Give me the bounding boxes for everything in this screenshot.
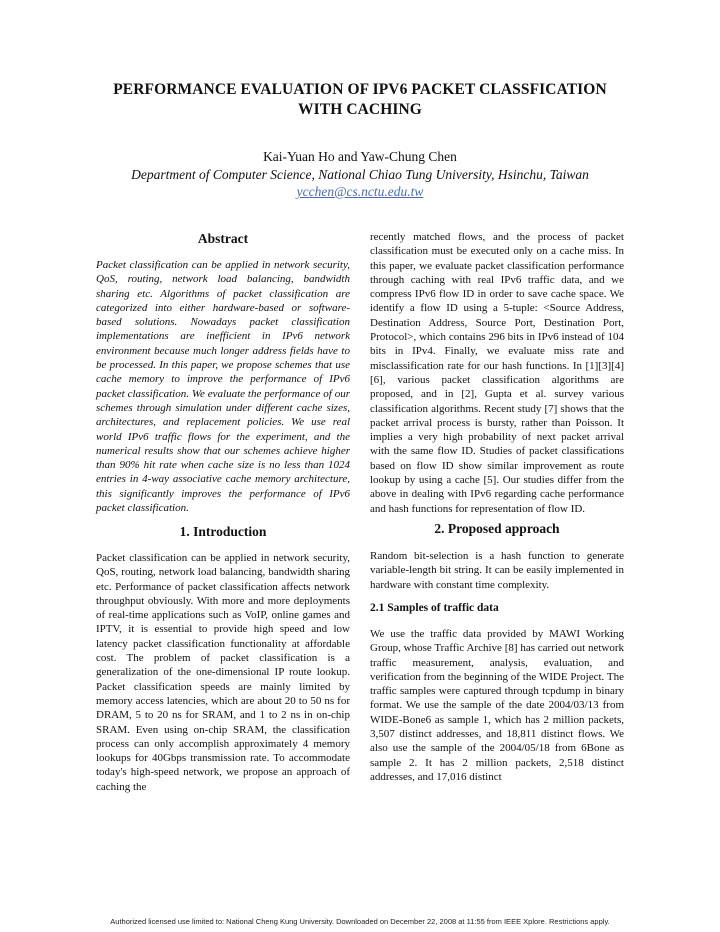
authors: Kai-Yuan Ho and Yaw-Chung Chen (263, 149, 457, 164)
license-footer: Authorized licensed use limited to: National Cheng Kung University. Downloaded on December 22, 2008 at 11:55 from IEEE Xplore. Restrictions apply. (110, 917, 610, 926)
proposed-approach-heading: 2. Proposed approach (434, 521, 560, 536)
traffic-samples-text: We use the traffic data provided by MAWI Working Group, whose Traffic Archive [8] has carried out network traffic measurement, analysis, evaluation, and verification from the beginning of the WIDE Project. The traffic samples were captured through tcpdump in binary format. We use the sample of the date 2004/03/13 from WIDE-Bone6 as sample 1, which has 2 million packets, 3,507 distinct addresses, and 18,811 distinct flows. We also use the sample of the 2004/05/18 from 6Bone as sample 2. It has 2 million packets, 2,518 distinct addresses, and 17,016 distinct (370, 628, 624, 783)
affiliation: Department of Computer Science, National Chiao Tung University, Hsinchu, Taiwan (131, 167, 589, 182)
abstract-text: Packet classification can be applied in network security, QoS, routing, network load balancing, bandwidth sharing etc. Algorithms of packet classification are categorized into either hardware-based or software-based solutions. Nowadays packet classification implementations are inefficient in IPv6 network environment because much longer address fields have to be processed. In this paper, we propose schemes that use cache memory to improve the performance of IPv6 packet classification. We evaluate the performance of our schemes through simulation under different cache sizes, architectures, and replacement policies. We use real world IPv6 traffic flows for the experiment, and the numerical results show that our schemes achieve higher than 90% hit rate when cache size is no less than 1024 entries in 4-way associative cache memory architecture, this significantly improves the performance of IPv6 packet classification. (96, 259, 350, 515)
proposed-approach-text: Random bit-selection is a hash function to generate variable-length bit string. It can be easily implemented in hardware with constant time complexity. (370, 550, 624, 591)
paper-title-line-2: WITH CACHING (298, 101, 422, 118)
introduction-text: Packet classification can be applied in network security, QoS, routing, network load balancing, bandwidth sharing etc. Performance of packet classification affects network throughput obviously. With more and more deployments of real-time applications such as VoIP, online games and IPTV, it is essential to provide high speed and low latency packet classification functionality at affordable cost. The problem of packet classification is a generalization of the one-dimensional IP route lookup. Packet classification speeds are mainly limited by memory access latencies, which are about 20 to 50 ns for DRAM, 5 to 20 ns for SRAM, and 1 to 2 ns in on-chip SRAM. Even using on-chip SRAM, the classification process can only accomplish approximately 4 memory lookups for 40Gbps transmission rate. To accommodate today's high-speed network, we propose an approach of caching the (96, 552, 350, 793)
abstract-heading: Abstract (197, 231, 249, 246)
introduction-continued-text: recently matched flows, and the process of packet classification must be executed only on a cache miss. In this paper, we evaluate packet classification performance through caching with real IPv6 traffic data, and we compress IPv6 flow ID in order to save cache space. We identify a flow ID using a 5-tuple: <Source Address, Destination Address, Source Port, Destination Port, Protocol>, which contains 296 bits in IPv6 instead of 104 bits in IPv4. Finally, we evaluate miss rate and misclassification rate for our hash functions. In [1][3][4][6], various packet classification algorithms are proposed, and in [2], Gupta et al. survey various classification algorithms. Recent study [7] shows that the packet arrival process is bursty, rather than Poisson. It implies a very high probability of next packet arrival with the same flow ID. Studies of packet classifications based on flow ID show similar improvement as route lookup by using a cache [5]. Our studies differ from the above in dealing with IPv6 regarding cache performance and hash functions for representation of flow ID. (370, 231, 624, 515)
traffic-samples-heading: 2.1 Samples of traffic data (370, 602, 499, 614)
author-email-link[interactable]: ycchen@cs.nctu.edu.tw (296, 184, 424, 199)
author-email[interactable] (0, 183, 720, 201)
paper-title (0, 80, 720, 120)
introduction-heading: 1. Introduction (179, 524, 267, 539)
paper-title-line-1: PERFORMANCE EVALUATION OF IPV6 PACKET CLASSFICATION (113, 81, 607, 98)
